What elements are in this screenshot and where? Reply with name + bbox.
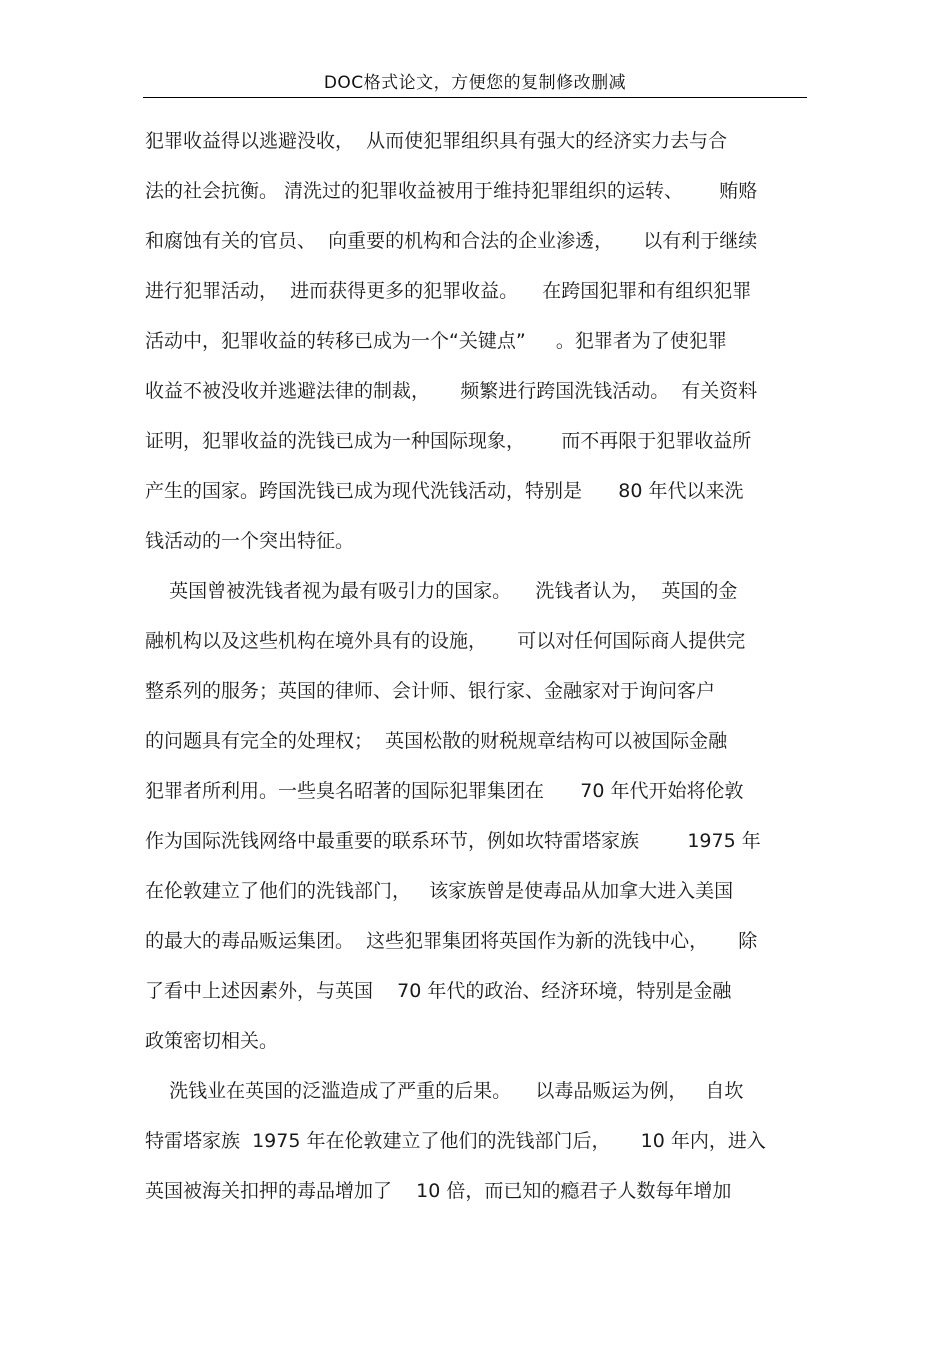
text-line: 收益不被没收并逃避法律的制裁， 频繁进行跨国洗钱活动。 有关资料 bbox=[145, 380, 758, 402]
text-line: 的最大的毒品贩运集团。 这些犯罪集团将英国作为新的洗钱中心， 除 bbox=[145, 930, 758, 952]
text-line: 在伦敦建立了他们的洗钱部门， 该家族曾是使毒品从加拿大进入美国 bbox=[145, 880, 734, 902]
text-line: 进行犯罪活动， 进而获得更多的犯罪收益。 在跨国犯罪和有组织犯罪 bbox=[145, 280, 752, 302]
text-line: 洗钱业在英国的泛滥造成了严重的后果。 以毒品贩运为例， 自坎 bbox=[145, 1080, 744, 1102]
text-line: 政策密切相关。 bbox=[145, 1030, 279, 1052]
text-line: 犯罪者所利用。一些臭名昭著的国际犯罪集团在 70 年代开始将伦敦 bbox=[145, 780, 744, 802]
text-line: 整系列的服务；英国的律师、会计师、银行家、金融家对于询问客户 bbox=[145, 680, 716, 702]
text-line: 的问题具有完全的处理权； 英国松散的财税规章结构可以被国际金融 bbox=[145, 730, 728, 752]
text-line: 钱活动的一个突出特征。 bbox=[145, 530, 355, 552]
text-line: 英国被海关扣押的毒品增加了 10 倍，而已知的瘾君子人数每年增加 bbox=[145, 1180, 732, 1202]
page-header: DOC格式论文，方便您的复制修改删减 bbox=[323, 73, 627, 93]
text-line: 犯罪收益得以逃避没收， 从而使犯罪组织具有强大的经济实力去与合 bbox=[145, 130, 728, 152]
text-line: 产生的国家。跨国洗钱已成为现代洗钱活动，特别是 80 年代以来洗 bbox=[145, 480, 744, 502]
text-line: 英国曾被洗钱者视为最有吸引力的国家。 洗钱者认为， 英国的金 bbox=[145, 580, 738, 602]
header-divider bbox=[143, 97, 807, 98]
text-line: 活动中，犯罪收益的转移已成为一个“关键点” 。犯罪者为了使犯罪 bbox=[145, 330, 727, 352]
text-line: 法的社会抗衡。 清洗过的犯罪收益被用于维持犯罪组织的运转、 贿赂 bbox=[145, 180, 758, 202]
text-line: 和腐蚀有关的官员、 向重要的机构和合法的企业渗透， 以有利于继续 bbox=[145, 230, 758, 252]
text-line: 了看中上述因素外，与英国 70 年代的政治、经济环境，特别是金融 bbox=[145, 980, 732, 1002]
text-line: 证明，犯罪收益的洗钱已成为一种国际现象， 而不再限于犯罪收益所 bbox=[145, 430, 752, 452]
text-line: 作为国际洗钱网络中最重要的联系环节，例如坎特雷塔家族 1975 年 bbox=[145, 830, 761, 852]
text-line: 特雷塔家族 1975 年在伦敦建立了他们的洗钱部门后， 10 年内，进入 bbox=[145, 1130, 766, 1152]
text-line: 融机构以及这些机构在境外具有的设施， 可以对任何国际商人提供完 bbox=[145, 630, 746, 652]
